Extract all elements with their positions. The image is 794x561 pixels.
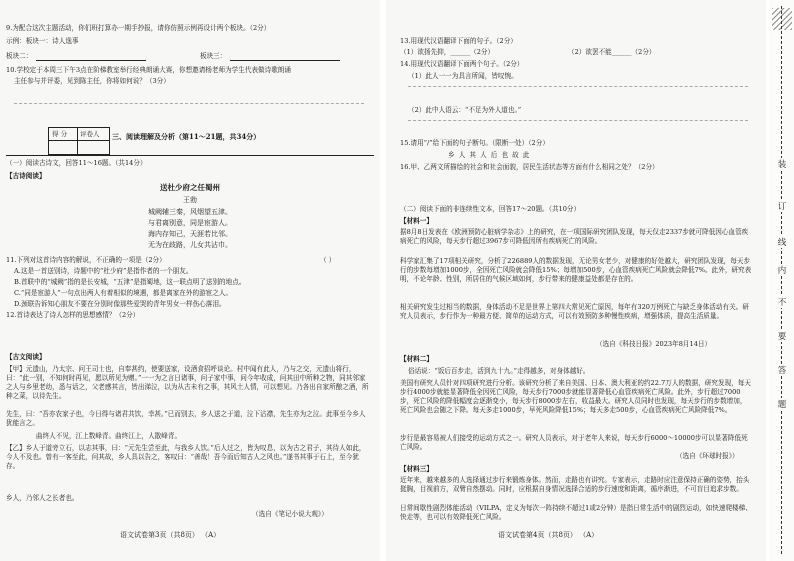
question-9: 9.为配合这次主题活动，你们班打算办一期手抄报，请你仿照示例再设计两个板块。（2分） [6,24,271,32]
binding-margin [770,0,794,561]
question-11-bracket: （ ） [320,256,336,264]
binding-char: 订 [773,200,791,212]
question-13-b: （2）欲罢不能______（2分） [568,48,656,56]
material-2-source: （选自《环球时报》） [676,452,739,460]
exam-page-4 [386,0,766,561]
poem-line: 城阙辅三秦，风烟望五津。 [148,208,232,216]
question-11: 11.下列对这首诗内容的解说，不正确的一项是（2分） [6,256,166,264]
question-12: 12.首诗表达了诗人怎样的思想感情？（2分） [6,311,140,319]
passage-b-note: 乡人，乃邻人之长者也。 [6,494,79,502]
poem-line: 无为在歧路，儿女共沾巾。 [148,241,232,249]
question-11-option-d: D.颈联告诉知心朋友不要在分别时像那些爱哭的青年男女一样伤心落泪。 [14,300,226,308]
answer-line [14,103,364,104]
material-1-para-3: 相关研究发生过相当的数据，身体活动不足是世界上第四大常见死亡原因，每年有320万例死亡与缺乏身体活动有关。研究人员表示，步行作为一种最方便、简单的运动方式，可以有效预防多种慢性疾病，增强体质，提高生活质量。 [400,303,749,320]
grader-label: 评卷人 [80,130,100,138]
material-3-tag: 【材料三】 [400,465,433,473]
binding-char: 答 [773,364,791,376]
question-11-option-c: C.“同是宦游人”一句点出两人有着相似的境遇，都是离家在外的游宦之人。 [14,289,233,297]
question-11-option-a: A.这是一首送别诗，诗题中的“杜少府”是指作者的一个朋友。 [14,267,193,275]
section-a-intro: （一）阅读古诗文，回答11～16题。（共14分） [6,159,147,167]
section-divider [6,155,374,156]
section-b-intro: （二）阅读下面的非连续性文本，回答17～20题。（共10分） [400,205,581,213]
classical-tag: 【古文阅读】 [6,353,46,361]
binding-char: 装 [773,158,791,170]
question-14: 14.用现代汉语翻译下面两个句子。（2分） [400,60,524,68]
material-1-tag: 【材料一】 [400,217,433,225]
material-3-para-1: 近年来，越来越多的人选择通过步行来锻炼身体。然而，走路也有讲究。专家表示，走路时应注意保持正确的姿势，抬头挺胸，目视前方，双臂自然摆动。同时，应根据自身情况选择合适的步行速度和距离，循序渐进，不可盲目追求步数。 [400,476,750,493]
seal-line [781,6,782,554]
material-1-para-2: 科学家汇集了17项相关研究，分析了226889人的数据发现，无论男女老少，对健康的好处越大，研究团队发现，每天步行的步数每增加1000步，全因死亡风险就会降低15%；每增加500步，心血管疾病死亡风险就会降低7%。此外，研究表明，不论年龄、性别，所居住的气候区域如何，步行带来的健康益处都是存在的。 [400,257,752,283]
passage-verse: 曲终人不见，江上数峰青。曲终江上，人散峰青。 [36,432,182,440]
material-1-source: （选自《科技日报》2023年8月14日） [596,340,712,348]
poem-line: 与君离别意，同是宦游人。 [148,219,232,227]
binding-char: 线 [773,236,791,248]
material-2-para-2: 美国有研究人员针对四项研究进行分析。该研究分析了来自美国、日本、澳大利亚的约22.7万人的数据，研究发现，每天步行4000步就能显著降低全因死亡风险，每天步行7000步就能显著降低心血管疾病死亡风险。此外，步行超过7000步，死亡风险的降低幅度会逐渐变小，每天步行8000步左右，收益最大。研究人员同时也发现，每天步行的步数增加，死亡风险也会随之下降。每天多走1000步，早死风险降低15%；每天多走500步，心血管疾病死亡风险降低7%。 [400,379,751,414]
score-label: 得 分 [52,130,68,138]
question-14-sentence-1: （1）此人一一为具言所闻，皆叹惋。 [408,72,518,80]
answer-line [408,120,748,121]
binding-char: 不 [773,296,791,308]
material-1-para-1: 据8月8日发表在《欧洲预防心脏病学杂志》上的研究，在一项国际研究团队发现，每天仅走2337步就可降低因心血管疾病死亡的风险，每天步行超过3967步可降低因所有疾病死亡的风险。 [400,228,749,245]
question-14-sentence-2: （2）此中人语云：“不足为外人道也。” [408,106,522,114]
question-11-option-b: B.首联中的“城阙”指的是长安城，“五津”是指蜀地，这一联点明了送别的地点。 [14,278,246,286]
page-footer: 语文试卷第4页（共8页） （A） [498,531,599,539]
passage-a: 【甲】元遗山，乃太宗、问王司士也，自奉甚约，使要送家，设酒食招呼谈论。村中闻有此人，乃与之交，元遗山将行，曰：“此一别，不知何时再见，愿以所见为赠。”一一为之言日诸事，问子家中事，问今年收成，问其田中所种之物，同其邻家之人与乡里老幼，悉与话之，父老感其言，皆出涕泣，以为从古未有之事，其风土人情，可以想见。乃各出自家所酿之酒，所种之菜，以待先生。 [6,365,369,400]
binding-char: 内 [773,264,791,276]
question-13: 13.用现代汉语翻译下面的句子。（2分） [400,37,517,45]
material-2-para-3: 步行是最容易被人们接受的运动方式之一。研究人员表示，对于老年人来说，每天步行6000～10000步可以显著降低死亡风险。 [400,434,748,451]
question-13-a: （1）欲扬先抑，______（2分） [400,48,495,56]
question-15-sentence: 乡 人 其 人 后 也 故 此 [448,151,531,159]
passage-a-continued: 先生，曰：“吾亦农家子也，今日得与诸君共饮，幸甚。”已而别去，乡人送之于道，泣下沾襟，先生亦为之泣。此事至今乡人犹能言之。 [6,410,366,427]
hatch-mark [772,8,792,30]
question-9-example: 示例：板块一：诗人逸事 [6,37,79,45]
binding-char: 要 [773,330,791,342]
page-footer: 语文试卷第3页（共8页） （A） [120,531,221,539]
question-16: 16.甲、乙两文所描绘的社会和社会面貌，居民生活状态等方面有什么相同之处？（2分） [400,163,659,171]
answer-line [36,60,146,61]
score-box [48,127,110,155]
section-3-title: 三、阅读理解及分析（第11～21题，共34分） [112,132,261,141]
poem-line: 海内存知己，天涯若比邻。 [148,230,232,238]
passage-b: 【乙】乡人于道旁立石，以志其事，曰：“元先生尝至此，与我乡人饮。”后人过之，皆为叹息，以为古之君子，其待人如此，今人不及也。曾有一客至此，问其故，乡人具以告之，客叹曰：“善哉！吾今而后知古人之风也。”遂书其事于石上，至今犹存。 [6,444,366,470]
poem-tag: 【古诗阅读】 [6,172,46,180]
question-10-line2: 主任参与并评委，见到陈主任，你将如何说？（3分） [14,77,170,85]
poem-author: 王勃 [183,196,197,204]
binding-char: 题 [773,398,791,410]
material-3-para-2: 日常间歇性剧烈体能活动（VILPA，定义为每次一阵持续不超过1或2分钟）是指日常生活中的剧烈运动，如快速爬楼梯、快走等，也可以有效降低死亡风险。 [400,504,752,521]
question-15: 15.请用“/”给下面的句子断句。（限断一处）（2分） [400,139,549,147]
exam-page-3 [0,0,380,561]
material-2-tag: 【材料二】 [400,355,433,363]
material-2-para-1: 俗话说：“饭后百步走，活到九十九。”走得越多，对身体越好。 [408,367,590,375]
passage-source: （选自《笔记小说大观》） [252,510,328,518]
question-9-blank-a: 板块二： [6,52,33,60]
poem-title: 送杜少府之任蜀州 [160,183,220,192]
answer-line [230,60,340,61]
answer-line [408,86,748,87]
question-9-blank-b: 板块三： [200,52,227,60]
question-10-line1: 10.学校定于本周三下午3点在阶梯教室举行经典朗诵大赛，你想邀请杨老师为学生代表做诗歌朗诵 [6,66,292,74]
